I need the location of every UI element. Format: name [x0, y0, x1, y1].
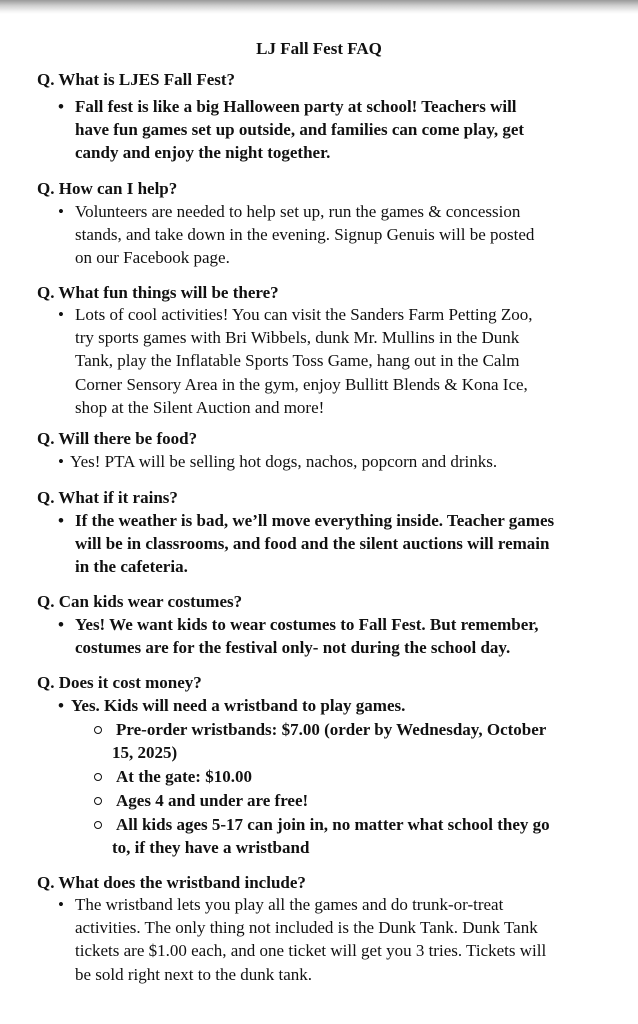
answer-line: Yes! PTA will be selling hot dogs, nachos, popcorn and drinks.	[70, 452, 498, 471]
price-line: At the gate: $10.00	[116, 767, 252, 786]
hollow-bullet-icon	[94, 773, 102, 781]
bullet-icon: •	[58, 696, 64, 715]
answer-line: try sports games with Bri Wibbels, dunk Mr. Mullins in the Dunk	[75, 328, 520, 348]
price-item-under-four	[94, 789, 614, 812]
bullet-icon: •	[58, 615, 64, 634]
price-line: Ages 4 and under are free!	[116, 791, 309, 810]
price-line: 15, 2025)	[112, 743, 178, 763]
bullet-icon: •	[58, 97, 64, 116]
answer-line: in the cafeteria.	[75, 557, 188, 577]
answer-line: Fall fest is like a big Halloween party at school! Teachers will	[75, 97, 517, 116]
answer-line: on our Facebook page.	[75, 248, 230, 268]
faq-question-6: Q. Can kids wear costumes?	[37, 592, 243, 611]
answer-line: will be in classrooms, and food and the silent auctions will remain	[75, 534, 550, 554]
answer-line: candy and enjoy the night together.	[75, 143, 331, 163]
answer-line: stands, and take down in the evening. Signup Genuis will be posted	[75, 225, 535, 245]
answer-line: costumes are for the festival only- not during the school day.	[75, 638, 511, 658]
answer-line: be sold right next to the dunk tank.	[75, 964, 313, 984]
price-item-ages	[94, 813, 614, 859]
faq-answer-2	[58, 200, 606, 270]
faq-question-3: Q. What fun things will be there?	[37, 283, 279, 302]
answer-line: Yes. Kids will need a wristband to play games.	[71, 696, 406, 715]
answer-line: If the weather is bad, we’ll move everything inside. Teacher games	[75, 511, 555, 530]
faq-answer-8	[58, 893, 606, 986]
faq-question-8: Q. What does the wristband include?	[37, 873, 306, 892]
faq-answer-5	[58, 509, 606, 579]
faq-question-7: Q. Does it cost money?	[37, 673, 202, 692]
faq-question-1: Q. What is LJES Fall Fest?	[37, 70, 236, 89]
bullet-icon: •	[58, 202, 64, 221]
bullet-icon: •	[58, 895, 64, 914]
faq-answer-7	[58, 694, 606, 717]
answer-line: Tank, play the Inflatable Sports Toss Game, hang out in the Calm	[75, 351, 520, 371]
faq-question-2: Q. How can I help?	[37, 179, 178, 198]
faq-question-4: Q. Will there be food?	[37, 429, 198, 448]
bullet-icon: •	[58, 305, 64, 324]
answer-line: tickets are $1.00 each, and one ticket will get you 3 tries. Tickets will	[75, 941, 547, 961]
answer-line: have fun games set up outside, and families can come play, get	[75, 120, 525, 140]
hollow-bullet-icon	[94, 797, 102, 805]
price-line: to, if they have a wristband	[112, 838, 310, 858]
hollow-bullet-icon	[94, 726, 102, 734]
answer-line: shop at the Silent Auction and more!	[75, 397, 325, 417]
answer-line: The wristband lets you play all the games and do trunk-or-treat	[75, 895, 504, 914]
price-item-gate	[94, 765, 614, 788]
faq-question-5: Q. What if it rains?	[37, 488, 178, 507]
faq-answer-4	[58, 450, 606, 473]
answer-line: activities. The only thing not included is the Dunk Tank. Dunk Tank	[75, 918, 538, 938]
hollow-bullet-icon	[94, 821, 102, 829]
answer-line: Yes! We want kids to wear costumes to Fall Fest. But remember,	[75, 615, 539, 634]
faq-answer-6	[58, 613, 606, 659]
answer-line: Lots of cool activities! You can visit the Sanders Farm Petting Zoo,	[75, 305, 533, 324]
bullet-icon: •	[58, 452, 64, 471]
bullet-icon: •	[58, 511, 64, 530]
price-line: Pre-order wristbands: $7.00 (order by Wednesday, October	[116, 720, 547, 739]
faq-answer-3	[58, 303, 606, 419]
page-title: LJ Fall Fest FAQ	[256, 39, 382, 58]
answer-line: Corner Sensory Area in the gym, enjoy Bullitt Blends & Kona Ice,	[75, 374, 528, 394]
answer-line: Volunteers are needed to help set up, run the games & concession	[75, 202, 521, 221]
faq-answer-1	[58, 95, 606, 165]
price-line: All kids ages 5-17 can join in, no matter what school they go	[116, 815, 550, 834]
price-item-preorder	[94, 718, 614, 764]
